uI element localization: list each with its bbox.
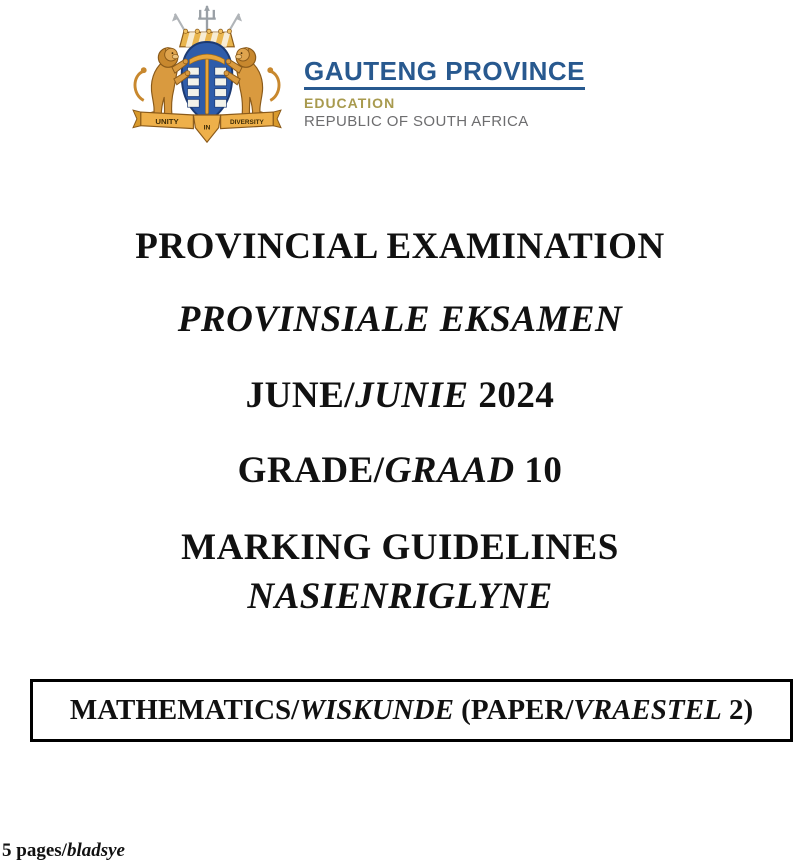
shield-icon bbox=[182, 42, 233, 122]
motto-unity: UNITY bbox=[155, 117, 179, 127]
grade-en: GRADE/ bbox=[237, 450, 385, 491]
grade-af: GRAAD bbox=[384, 450, 515, 491]
subject-box bbox=[30, 679, 793, 742]
paper-number: 2) bbox=[721, 694, 754, 726]
exam-date-en: JUNE/ bbox=[245, 375, 356, 416]
title-nasienriglyne: NASIENRIGLYNE bbox=[247, 576, 553, 617]
motto-in: IN bbox=[203, 124, 211, 132]
paper-label-en: (PAPER/ bbox=[453, 694, 574, 726]
motto-banner bbox=[133, 110, 281, 142]
page-count-en: 5 pages/ bbox=[2, 840, 67, 861]
title-grade bbox=[0, 452, 800, 489]
title-marking-guidelines: MARKING GUIDELINES bbox=[181, 527, 619, 568]
motto-diversity: DIVERSITY bbox=[229, 119, 264, 127]
gauteng-logo bbox=[128, 5, 585, 151]
logo-province-name: GAUTENG PROVINCE bbox=[304, 58, 585, 90]
coat-of-arms-graphic bbox=[128, 5, 286, 151]
exam-date-year: 2024 bbox=[468, 375, 555, 416]
page-count-af: bladsye bbox=[66, 840, 125, 861]
logo-country-name: REPUBLIC OF SOUTH AFRICA bbox=[304, 113, 529, 131]
subject-af: WISKUNDE bbox=[299, 694, 454, 726]
title-exam-date bbox=[0, 377, 800, 414]
exam-date-af: JUNIE bbox=[355, 375, 469, 416]
title-provinsiale-eksamen: PROVINSIALE EKSAMEN bbox=[177, 299, 623, 340]
logo-department-name: EDUCATION bbox=[304, 95, 396, 112]
logo-wordmark bbox=[304, 5, 585, 130]
coat-of-arms bbox=[128, 5, 286, 151]
page-count bbox=[2, 840, 125, 862]
paper-label-af: VRAESTEL bbox=[573, 694, 722, 726]
grade-number: 10 bbox=[514, 450, 563, 491]
subject-en: MATHEMATICS/ bbox=[69, 694, 300, 726]
title-provincial-examination: PROVINCIAL EXAMINATION bbox=[135, 226, 665, 267]
